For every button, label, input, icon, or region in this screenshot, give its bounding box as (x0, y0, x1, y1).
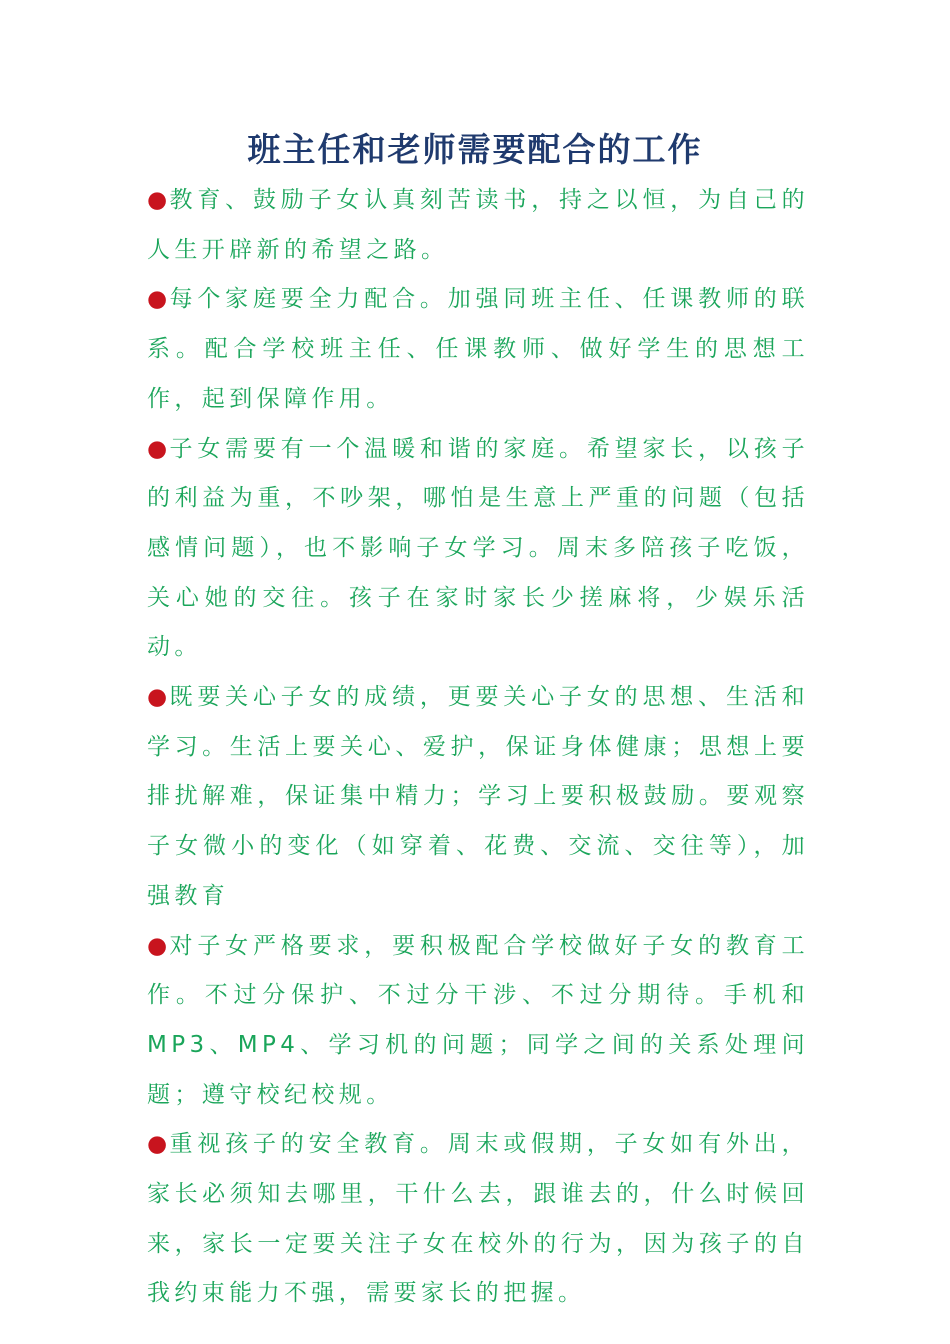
paragraph-text: 对子女严格要求，要积极配合学校做好子女的教育工作。不过分保护、不过分干涉、不过分期待。手机和MP3、MP4、学习机的问题；同学之间的关系处理问题；遵守校纪校规。 (147, 932, 809, 1108)
bullet-icon: ● (147, 1131, 168, 1158)
paragraph-text: 重视孩子的安全教育。周末或假期，子女如有外出，家长必须知去哪里，干什么去，跟谁去的，什么时候回来，家长一定要关注子女在校外的行为，因为孩子的自我约束能力不强，需要家长的把握。 (147, 1131, 809, 1307)
paragraph-text: 每个家庭要全力配合。加强同班主任、任课教师的联系。配合学校班主任、任课教师、做好学生的思想工作，起到保障作用。 (147, 286, 809, 412)
bullet-icon: ● (147, 684, 168, 711)
paragraph-text: 教育、鼓励子女认真刻苦读书，持之以恒，为自己的人生开辟新的希望之路。 (147, 187, 809, 263)
paragraph-4 (147, 673, 809, 922)
paragraph-2 (147, 275, 809, 424)
document-body (147, 176, 809, 1319)
paragraph-text: 子女需要有一个温暖和谐的家庭。希望家长，以孩子的利益为重，不吵架，哪怕是生意上严重的问题（包括感情问题），也不影响子女学习。周末多陪孩子吃饭，关心她的交往。孩子在家时家长少搓麻将，少娱乐活动。 (147, 435, 809, 661)
paragraph-5 (147, 922, 809, 1121)
document-title: 班主任和老师需要配合的工作 (247, 130, 703, 169)
bullet-icon: ● (147, 286, 168, 313)
bullet-icon: ● (147, 932, 168, 959)
paragraph-text: 既要关心子女的成绩，更要关心子女的思想、生活和学习。生活上要关心、爱护，保证身体健康；思想上要排扰解难，保证集中精力；学习上要积极鼓励。要观察子女微小的变化（如穿着、花费、交流、交往等），加强教育 (147, 684, 809, 909)
paragraph-1 (147, 176, 809, 275)
paragraph-6 (147, 1120, 809, 1319)
paragraph-3 (147, 425, 809, 674)
bullet-icon: ● (147, 187, 168, 213)
bullet-icon: ● (147, 435, 168, 462)
